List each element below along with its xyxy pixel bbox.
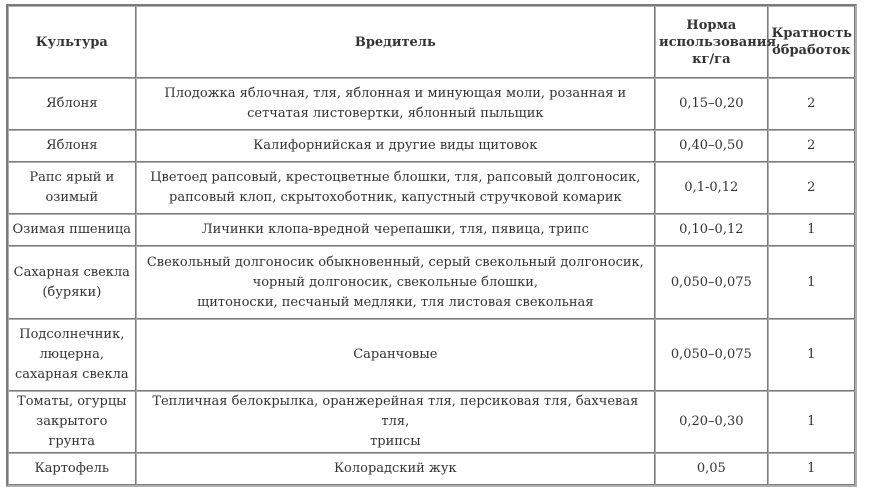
cell-rate: 0,050–0,075 [655,246,768,319]
table-row [8,162,855,214]
table-row [8,453,855,485]
cell-frequency: 2 [768,78,855,130]
cell-crop: Яблоня [8,130,136,162]
table-row [8,78,855,130]
header-pest: Вредитель [136,6,655,78]
cell-rate: 0,15–0,20 [655,78,768,130]
cell-crop: Рапс ярый и озимый [8,162,136,214]
cell-rate: 0,05 [655,453,768,485]
cell-frequency: 1 [768,453,855,485]
cell-crop: Картофель [8,453,136,485]
cell-crop: Яблоня [8,78,136,130]
cell-pest: Цветоед рапсовый, крестоцветные блошки, тля, рапсовый долгоносик, рапсовый клоп, скрытохоботник, капустный стручковой комарик [136,162,655,214]
table-row [8,214,855,246]
cell-frequency: 1 [768,391,855,453]
cell-pest: Плодожка яблочная, тля, яблонная и минующая моли, розанная и сетчатая листовертки, яблонный пыльщик [136,78,655,130]
cell-crop: Сахарная свекла (буряки) [8,246,136,319]
pest-treatment-table [6,4,857,487]
cell-pest: Свекольный долгоносик обыкновенный, серый свекольный долгоносик, чорный долгоносик, свекольные блошки, щитоноски, песчаный медляки, тля листовая свекольная [136,246,655,319]
table-row [8,130,855,162]
cell-rate: 0,40–0,50 [655,130,768,162]
table-row [8,246,855,319]
cell-frequency: 1 [768,214,855,246]
cell-frequency: 1 [768,319,855,391]
cell-frequency: 1 [768,246,855,319]
cell-pest: Тепличная белокрылка, оранжерейная тля, персиковая тля, бахчевая тля, трипсы [136,391,655,453]
table-row [8,391,855,453]
cell-crop: Озимая пшеница [8,214,136,246]
cell-frequency: 2 [768,162,855,214]
header-frequency: Кратность обработок [768,6,855,78]
cell-rate: 0,1-0,12 [655,162,768,214]
cell-pest: Колорадский жук [136,453,655,485]
cell-pest: Калифорнийская и другие виды щитовок [136,130,655,162]
cell-pest: Саранчовые [136,319,655,391]
cell-pest: Личинки клопа-вредной черепашки, тля, пявица, трипс [136,214,655,246]
header-crop: Культура [8,6,136,78]
table-row [8,319,855,391]
table-header-row [8,6,855,78]
cell-frequency: 2 [768,130,855,162]
cell-rate: 0,20–0,30 [655,391,768,453]
cell-crop: Подсолнечник, люцерна, сахарная свекла [8,319,136,391]
header-rate: Норма использования, кг/га [655,6,768,78]
cell-crop: Томаты, огурцы закрытого грунта [8,391,136,453]
cell-rate: 0,050–0,075 [655,319,768,391]
cell-rate: 0,10–0,12 [655,214,768,246]
